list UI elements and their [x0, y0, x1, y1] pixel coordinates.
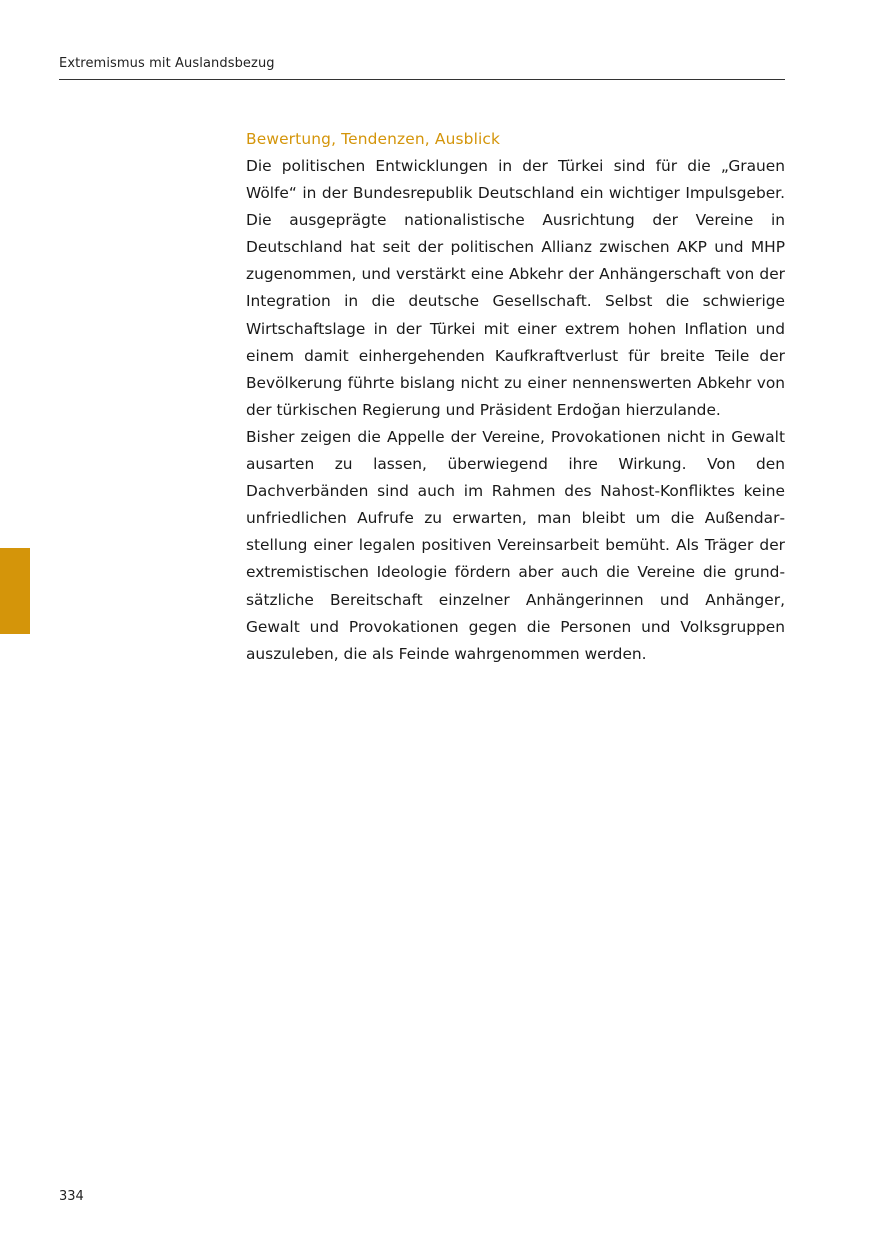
chapter-tab-marker — [0, 548, 30, 634]
paragraph-1: Die politischen Entwicklungen in der Türkei sind für die „Grauen Wölfe“ in der Bundesrepublik Deutschland ein wichtiger Impulsgeber. Die ausgeprägte nationalistische Ausrichtung der Vereine in Deutschland hat seit der politischen Allianz zwischen AKP und MHP zugenommen, und verstärkt eine Abkehr der Anhängerschaft von der Integration in die deutsche Gesellschaft. Selbst die schwierige Wirtschaftslage in der Türkei mit einer extrem hohen Inflation und einem damit einhergehenden Kaufkraftverlust für breite Teile der Bevölkerung führte bislang nicht zu einer nennenswerten Abkehr von der türkischen Regierung und Präsident Erdoğan hierzulande. — [246, 157, 785, 419]
paragraph-2: Bisher zeigen die Appelle der Vereine, Provokationen nicht in Gewalt ausarten zu lassen, überwiegend ihre Wirkung. Von den Dachverbänden sind auch im Rahmen des Nahost-Konfliktes keine unfriedlichen Aufrufe zu erwarten, man bleibt um die Außendarstellung einer legalen positiven Vereinsarbeit bemüht. Als Träger der extremistischen Ideologie fördern aber auch die Vereine die grundsätzliche Bereitschaft einzelner Anhängerinnen und Anhänger, Gewalt und Provokationen gegen die Personen und Volksgruppen auszuleben, die als Feinde wahrgenommen werden. — [246, 427, 785, 663]
main-content — [246, 126, 785, 668]
section-heading: Bewertung, Tendenzen, Ausblick — [246, 130, 501, 148]
page-number: 334 — [59, 1189, 84, 1204]
running-header: Extremismus mit Auslandsbezug — [59, 56, 275, 71]
header-rule — [59, 79, 785, 80]
